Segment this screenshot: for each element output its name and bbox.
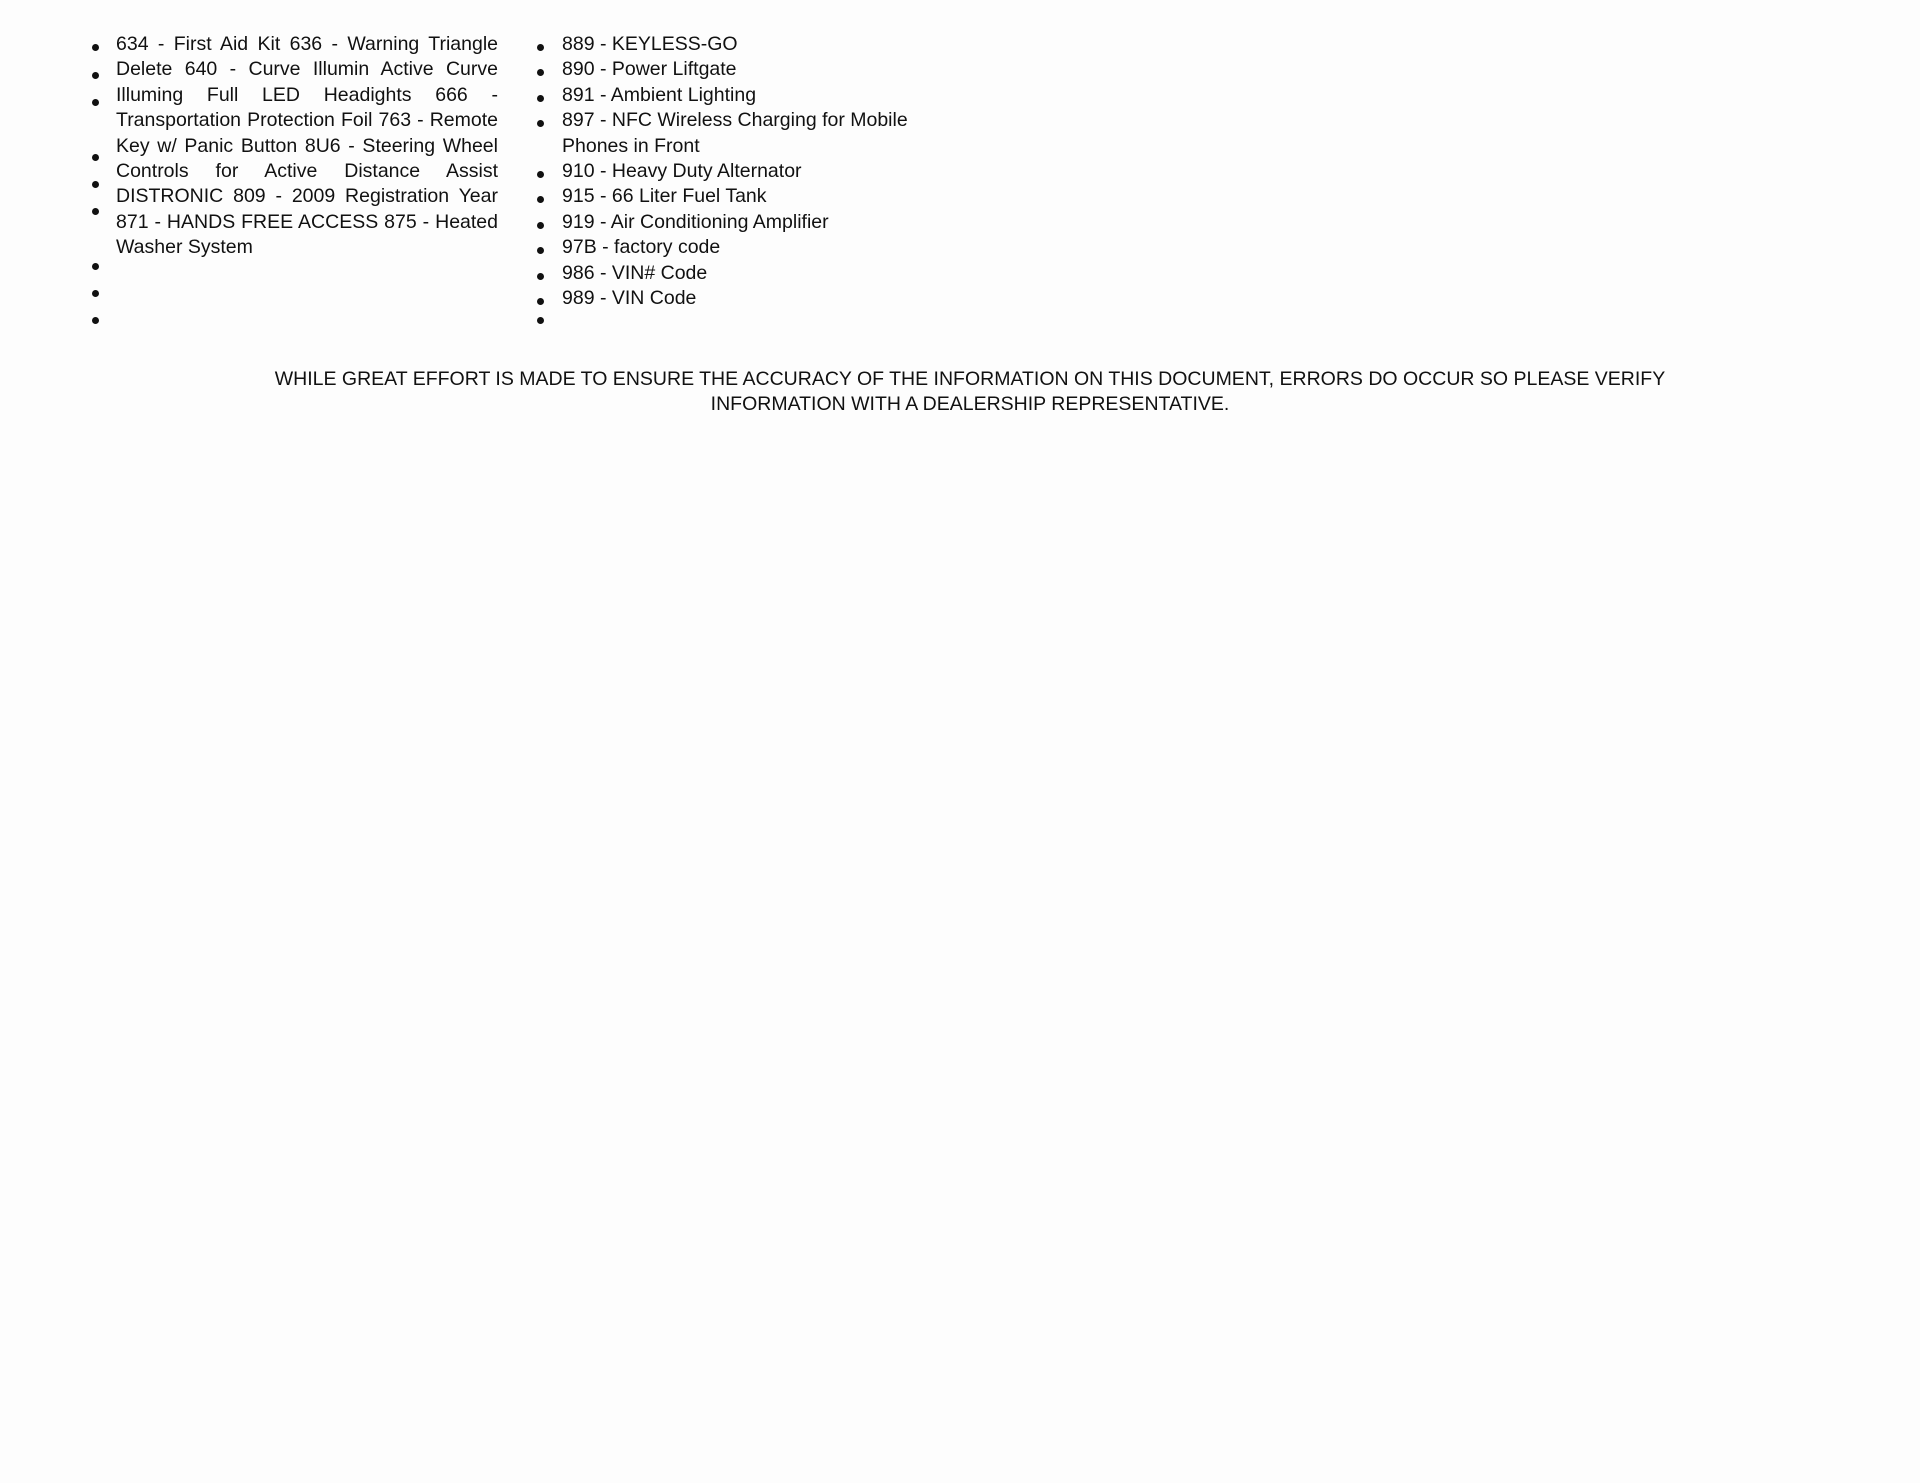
list-item: 986 - VIN# Code [533, 261, 973, 286]
disclaimer-text [240, 367, 1700, 418]
list-item: 897 - NFC Wireless Charging for Mobile Phones in Front [533, 108, 973, 159]
bullet-markers [88, 32, 104, 332]
bullet-icon [92, 208, 99, 215]
bullet-icon [92, 44, 99, 51]
bullet-icon [537, 317, 544, 324]
list-item: 97B - factory code [533, 235, 973, 260]
options-list [533, 32, 973, 311]
disclaimer-line-2: INFORMATION WITH A DEALERSHIP REPRESENTATIVE. [710, 393, 1230, 416]
bullet-icon [92, 263, 99, 270]
bullet-icon [92, 154, 99, 161]
options-column-left [88, 32, 498, 332]
list-item: 910 - Heavy Duty Alternator [533, 159, 973, 184]
list-item: 889 - KEYLESS-GO [533, 32, 973, 57]
list-item: 919 - Air Conditioning Amplifier [533, 210, 973, 235]
list-item: 915 - 66 Liter Fuel Tank [533, 184, 973, 209]
list-item: 989 - VIN Code [533, 286, 973, 311]
disclaimer-line-1: WHILE GREAT EFFORT IS MADE TO ENSURE THE ACCURACY OF THE INFORMATION ON THIS DOCUMENT, ERRORS DO OCCUR SO PLEASE VERIFY [274, 368, 1666, 390]
options-paragraph: 634 - First Aid Kit 636 - Warning Triangle Delete 640 - Curve Illumin Active Curve Illuming Full LED Headights 666 - Transportation Protection Foil 763 - Remote Key w/ Panic Button 8U6 - Steering Wheel Controls for Active Distance Assist DISTRONIC 809 - 2009 Registration Year 871 - HANDS FREE ACCESS 875 - Heated Washer System [116, 33, 498, 259]
bullet-icon [92, 99, 99, 106]
list-item: 891 - Ambient Lighting [533, 83, 973, 108]
bullet-icon [92, 317, 99, 324]
options-column-right [533, 32, 973, 332]
list-item: 890 - Power Liftgate [533, 57, 973, 82]
bullet-icon [92, 290, 99, 297]
bullet-icon [92, 181, 99, 188]
bullet-icon [92, 72, 99, 79]
